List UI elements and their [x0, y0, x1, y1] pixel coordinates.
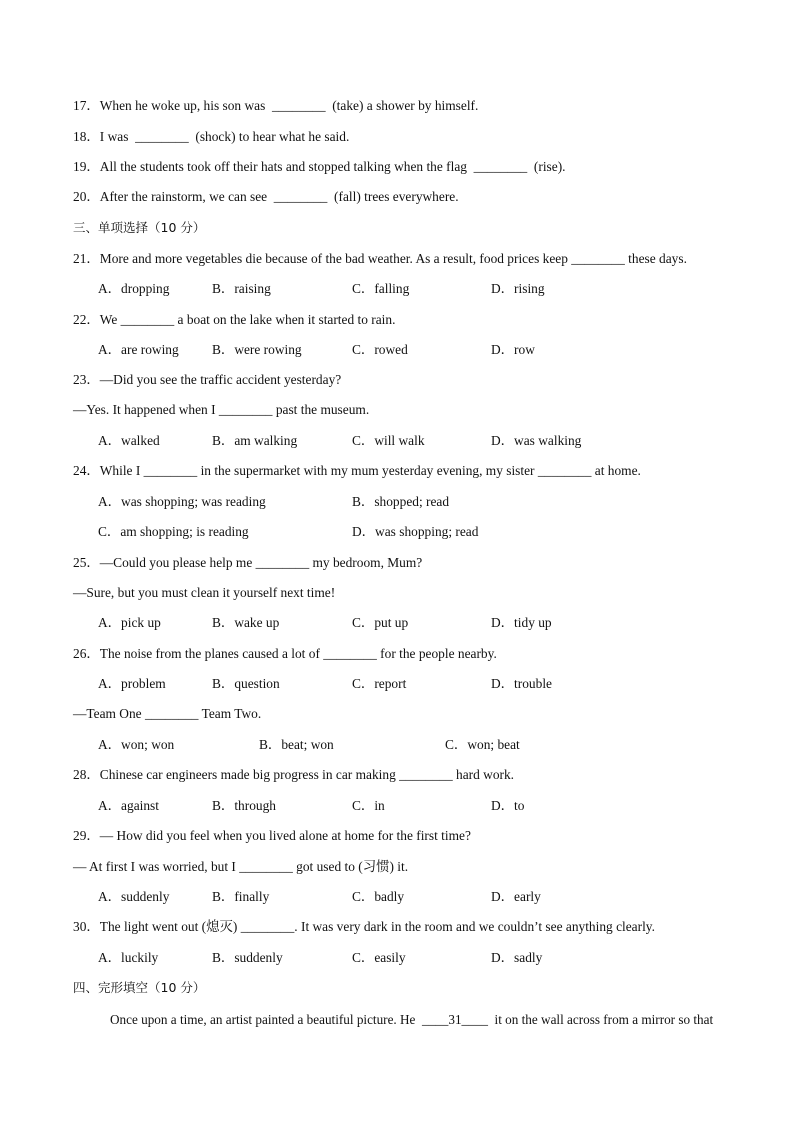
- q25-option-b: B．wake up: [212, 615, 280, 630]
- question-29: 29．— How did you feel when you lived alone at home for the first time?: [73, 828, 471, 843]
- question-23-answer-line: —Yes. It happened when I ________ past the museum.: [73, 402, 370, 417]
- q23-option-d: D．was walking: [491, 433, 582, 448]
- q23-option-c: C．will walk: [352, 433, 425, 448]
- q29-option-a: A．suddenly: [98, 889, 170, 904]
- question-17: 17．When he woke up, his son was ________ (take) a shower by himself.: [73, 98, 479, 113]
- q25-option-c: C．put up: [352, 615, 409, 630]
- question-25-answer-line: —Sure, but you must clean it yourself next time!: [73, 585, 336, 600]
- q21-option-b: B．raising: [212, 281, 271, 296]
- question-19: 19．All the students took off their hats and stopped talking when the flag ________ (rise).: [73, 159, 566, 174]
- section-3-heading: 三、单项选择（10 分）: [73, 220, 206, 235]
- q30-option-a: A．luckily: [98, 950, 159, 965]
- q23-option-a: A．walked: [98, 433, 160, 448]
- q25-option-a: A．pick up: [98, 615, 161, 630]
- question-23: 23．—Did you see the traffic accident yesterday?: [73, 372, 342, 387]
- q27-option-b: B．beat; won: [259, 737, 334, 752]
- q30-option-c: C．easily: [352, 950, 406, 965]
- question-26: 26．The noise from the planes caused a lot of ________ for the people nearby.: [73, 646, 497, 661]
- q28-option-c: C．in: [352, 798, 385, 813]
- q22-option-d: D．row: [491, 342, 535, 357]
- question-24: 24．While I ________ in the supermarket with my mum yesterday evening, my sister ________ at home.: [73, 463, 641, 478]
- question-30: 30．The light went out (熄灭) ________. It was very dark in the room and we couldn’t see anything clearly.: [73, 919, 655, 934]
- q21-option-a: A．dropping: [98, 281, 170, 296]
- q30-option-d: D．sadly: [491, 950, 543, 965]
- q26-option-c: C．report: [352, 676, 407, 691]
- q28-option-d: D．to: [491, 798, 525, 813]
- q22-option-b: B．were rowing: [212, 342, 302, 357]
- q26-option-d: D．trouble: [491, 676, 552, 691]
- q30-option-b: B．suddenly: [212, 950, 283, 965]
- q24-option-d: D．was shopping; read: [352, 524, 479, 539]
- question-29-answer-line: — At first I was worried, but I ________ got used to (习惯) it.: [73, 859, 409, 874]
- q27-option-c: C．won; beat: [445, 737, 520, 752]
- question-28: 28．Chinese car engineers made big progress in car making ________ hard work.: [73, 767, 515, 782]
- section-4-heading: 四、完形填空（10 分）: [73, 980, 206, 995]
- question-18: 18．I was ________ (shock) to hear what he said.: [73, 129, 350, 144]
- q22-option-c: C．rowed: [352, 342, 408, 357]
- q29-option-b: B．finally: [212, 889, 270, 904]
- q28-option-a: A．against: [98, 798, 159, 813]
- q21-option-d: D．rising: [491, 281, 545, 296]
- q24-option-b: B．shopped; read: [352, 494, 450, 509]
- q27-option-a: A．won; won: [98, 737, 175, 752]
- question-27-answer-line: —Team One ________ Team Two.: [73, 706, 262, 721]
- cloze-passage-line: Once upon a time, an artist painted a beautiful picture. He ____31____ it on the wall across from a mirror so that: [110, 1012, 714, 1027]
- question-25: 25．—Could you please help me ________ my bedroom, Mum?: [73, 555, 423, 570]
- q26-option-b: B．question: [212, 676, 280, 691]
- q21-option-c: C．falling: [352, 281, 410, 296]
- q22-option-a: A．are rowing: [98, 342, 179, 357]
- q24-option-a: A．was shopping; was reading: [98, 494, 266, 509]
- q25-option-d: D．tidy up: [491, 615, 552, 630]
- question-20: 20．After the rainstorm, we can see ________ (fall) trees everywhere.: [73, 189, 459, 204]
- question-22: 22．We ________ a boat on the lake when it started to rain.: [73, 312, 396, 327]
- q24-option-c: C．am shopping; is reading: [98, 524, 249, 539]
- q23-option-b: B．am walking: [212, 433, 298, 448]
- q29-option-d: D．early: [491, 889, 541, 904]
- question-21: 21．More and more vegetables die because of the bad weather. As a result, food prices keep ________ these days.: [73, 251, 687, 266]
- q28-option-b: B．through: [212, 798, 276, 813]
- q29-option-c: C．badly: [352, 889, 405, 904]
- q26-option-a: A．problem: [98, 676, 166, 691]
